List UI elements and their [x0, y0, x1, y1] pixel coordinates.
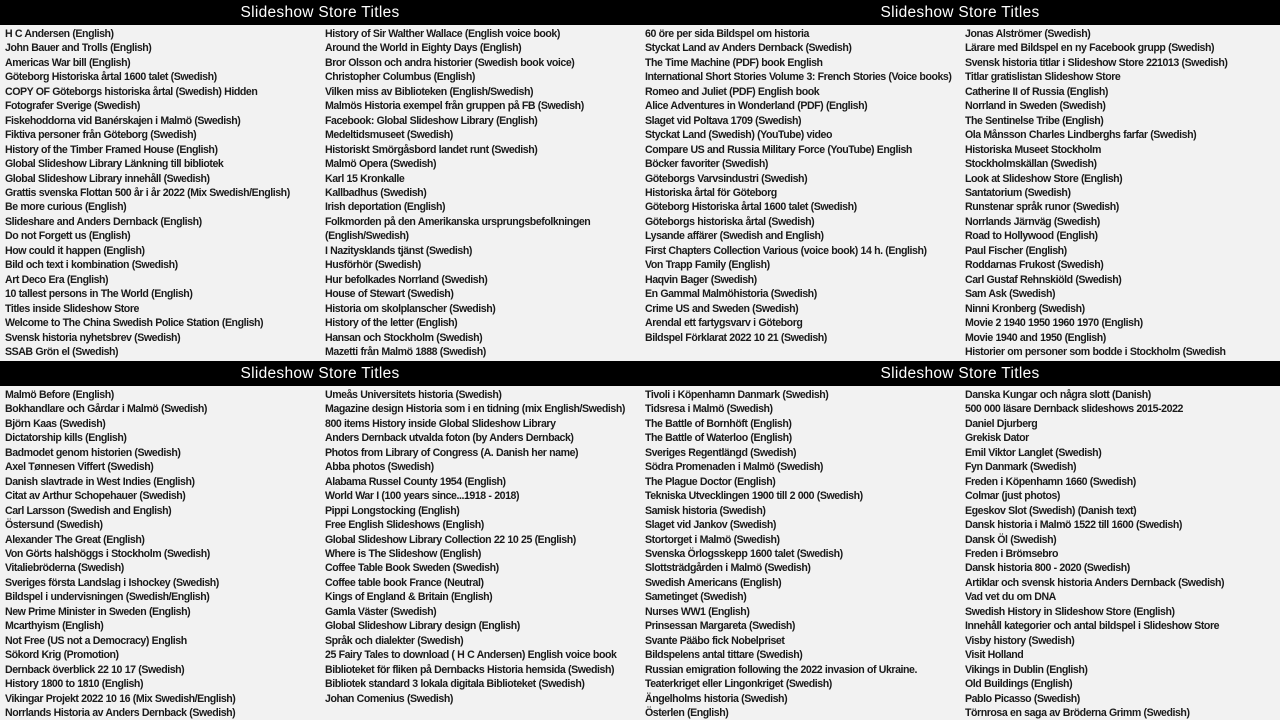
- title-item: Carl Larsson (Swedish and English): [5, 504, 172, 517]
- title-item: Where is The Slideshow (English): [325, 547, 481, 560]
- title-item: Södra Promenaden i Malmö (Swedish): [645, 461, 823, 474]
- title-item: Americas War bill (English): [5, 56, 131, 69]
- title-item: Karl 15 Kronkalle: [325, 172, 405, 185]
- title-item: Vitaliebröderna (Swedish): [5, 562, 124, 575]
- title-item: Göteborgs historiska årtal (Swedish): [645, 215, 815, 228]
- title-item: Fyn Danmark (Swedish): [965, 461, 1077, 474]
- title-item: The Time Machine (PDF) book English: [645, 56, 823, 69]
- title-item: En Gammal Malmöhistoria (Swedish): [645, 288, 817, 301]
- title-item: Magazine design Historia som i en tidning (mix English/Swedish): [325, 403, 625, 416]
- title-item: The Sentinelse Tribe (English): [965, 114, 1104, 127]
- title-item: Göteborg Historiska årtal 1600 talet (Swedish): [645, 201, 857, 214]
- title-item: Movie 2 1940 1950 1960 1970 (English): [965, 317, 1143, 330]
- title-item: Sam Ask (Swedish): [965, 288, 1056, 301]
- title-item: Von Görts halshöggs i Stockholm (Swedish): [5, 547, 210, 560]
- title-item: Global Slideshow Library innehåll (Swedish): [5, 172, 210, 185]
- title-item: Emil Viktor Langlet (Swedish): [965, 446, 1102, 459]
- header-bar-middle: [0, 361, 1280, 386]
- title-item: Dansk historia 800 - 2020 (Swedish): [965, 562, 1130, 575]
- title-item: Titlar gratislistan Slideshow Store: [965, 71, 1121, 84]
- title-item: John Bauer and Trolls (English): [5, 42, 152, 55]
- title-item: 500 000 läsare Dernback slideshows 2015-2022: [965, 403, 1183, 416]
- title-item: Göteborgs Varvsindustri (Swedish): [645, 172, 808, 185]
- title-item: 25 Fairy Tales to download ( H C Andersen) English voice book: [325, 649, 617, 662]
- title-item: Bildspelens antal tittare (Swedish): [645, 649, 803, 662]
- title-item: Swedish History in Slideshow Store (English): [965, 605, 1175, 618]
- title-item: Vilken miss av Biblioteken (English/Swedish): [325, 85, 534, 98]
- title-item: The Plague Doctor (English): [645, 475, 776, 488]
- title-item: Stortorget i Malmö (Swedish): [645, 533, 780, 546]
- title-item: Bildspel i undervisningen (Swedish/English): [5, 591, 210, 604]
- title-item: Slaget vid Poltava 1709 (Swedish): [645, 114, 802, 127]
- title-item: Dictatorship kills (English): [5, 432, 127, 445]
- title-item: Kings of England & Britain (English): [325, 591, 493, 604]
- title-item: Swedish Americans (English): [645, 576, 782, 589]
- title-item: Mcarthyism (English): [5, 620, 104, 633]
- title-item: Grekisk Dator: [965, 432, 1029, 445]
- title-item: Bildspel Förklarat 2022 10 21 (Swedish): [645, 331, 827, 344]
- title-item: Dansk historia i Malmö 1522 till 1600 (Swedish): [965, 519, 1182, 532]
- title-item: 10 tallest persons in The World (English): [5, 288, 193, 301]
- title-column-1: [0, 25, 320, 361]
- title-column-8: [960, 386, 1280, 720]
- title-item: Folkmorden på den Amerikanska ursprungsbefolkningen (English/Swedish): [325, 215, 591, 243]
- title-item: Fiskehoddorna vid Banérskajen i Malmö (Swedish): [5, 114, 241, 127]
- title-item: H C Andersen (English): [5, 28, 114, 40]
- title-item: Björn Kaas (Swedish): [5, 417, 106, 430]
- title-item: Umeås Universitets historia (Swedish): [325, 389, 502, 401]
- title-item: Vad vet du om DNA: [965, 591, 1056, 604]
- title-item: Around the World in Eighty Days (English): [325, 42, 522, 55]
- title-item: History of the Timber Framed House (English): [5, 143, 218, 156]
- title-item: Titles inside Slideshow Store: [5, 302, 139, 315]
- title-item: First Chapters Collection Various (voice book) 14 h. (English): [645, 244, 927, 257]
- title-item: Svante Pääbo fick Nobelpriset: [645, 634, 785, 647]
- title-item: Coffee table book France (Neutral): [325, 576, 484, 589]
- title-item: Dansk Öl (Swedish): [965, 533, 1057, 546]
- title-item: 60 öre per sida Bildspel om historia: [645, 28, 809, 40]
- title-item: Bror Olsson och andra historier (Swedish book voice): [325, 56, 575, 69]
- title-item: Tivoli i Köpenhamn Danmark (Swedish): [645, 389, 829, 401]
- title-item: Runstenar språk runor (Swedish): [965, 201, 1119, 214]
- title-item: World War I (100 years since...1918 - 2018): [325, 490, 520, 503]
- title-item: Abba photos (Swedish): [325, 461, 434, 474]
- title-item: Badmodet genom historien (Swedish): [5, 446, 181, 459]
- title-item: New Prime Minister in Sweden (English): [5, 605, 191, 618]
- title-item: Paul Fischer (English): [965, 244, 1067, 257]
- title-item: Russian emigration following the 2022 invasion of Ukraine.: [645, 663, 917, 676]
- section-title: Slideshow Store Titles: [240, 364, 400, 382]
- title-item: Catherine II of Russia (English): [965, 85, 1108, 98]
- title-item: Språk och dialekter (Swedish): [325, 634, 464, 647]
- title-item: How could it happen (English): [5, 244, 145, 257]
- title-item: Svenska Örlogsskepp 1600 talet (Swedish): [645, 547, 843, 560]
- title-item: Look at Slideshow Store (English): [965, 172, 1123, 185]
- title-item: Ola Månsson Charles Lindberghs farfar (Swedish): [965, 129, 1197, 142]
- title-item: Tidsresa i Malmö (Swedish): [645, 403, 773, 416]
- title-item: Global Slideshow Library Länkning till bibliotek: [5, 158, 224, 171]
- title-item: Danish slavtrade in West Indies (English): [5, 475, 195, 488]
- title-item: Kallbadhus (Swedish): [325, 186, 427, 199]
- title-item: Hansan och Stockholm (Swedish): [325, 331, 483, 344]
- title-item: Do not Forgett us (English): [5, 230, 131, 243]
- title-item: Sökord Krig (Promotion): [5, 649, 119, 662]
- title-item: Egeskov Slot (Swedish) (Danish text): [965, 504, 1137, 517]
- title-item: Samisk historia (Swedish): [645, 504, 766, 517]
- title-item: Photos from Library of Congress (A. Danish her name): [325, 446, 579, 459]
- section-title: Slideshow Store Titles: [240, 3, 400, 21]
- title-item: Art Deco Era (English): [5, 273, 109, 286]
- titles-section-bottom: [0, 386, 1280, 720]
- title-item: Vikingar Projekt 2022 10 16 (Mix Swedish/English): [5, 692, 236, 705]
- title-column-2: [320, 25, 640, 361]
- title-item: Bokhandlare och Gårdar i Malmö (Swedish): [5, 403, 207, 416]
- title-item: Slaget vid Jankov (Swedish): [645, 519, 776, 532]
- title-item: Visby history (Swedish): [965, 634, 1075, 647]
- title-item: Törnrosa en saga av Bröderna Grimm (Swedish): [965, 706, 1190, 719]
- title-item: Sametinget (Swedish): [645, 591, 747, 604]
- title-item: Norrlands Järnväg (Swedish): [965, 215, 1100, 228]
- title-item: Artiklar och svensk historia Anders Dernback (Swedish): [965, 576, 1225, 589]
- title-item: Global Slideshow Library Collection 22 10 25 (English): [325, 533, 576, 546]
- title-item: Östersund (Swedish): [5, 519, 103, 532]
- title-column-3: [640, 25, 960, 361]
- title-item: Not Free (US not a Democracy) English: [5, 634, 187, 647]
- title-item: Fiktiva personer från Göteborg (Swedish): [5, 129, 197, 142]
- titles-section-top: [0, 25, 1280, 361]
- title-item: Axel Tønnesen Viffert (Swedish): [5, 461, 154, 474]
- title-item: Hur befolkades Norrland (Swedish): [325, 273, 488, 286]
- title-item: Styckat Land av Anders Dernback (Swedish): [645, 42, 852, 55]
- title-item: Sveriges Regentlängd (Swedish): [645, 446, 797, 459]
- title-item: Styckat Land (Swedish) (YouTube) video: [645, 129, 832, 142]
- title-item: Alabama Russel County 1954 (English): [325, 475, 506, 488]
- title-item: Stockholmskällan (Swedish): [965, 158, 1097, 171]
- title-item: Lärare med Bildspel en ny Facebook grupp (Swedish): [965, 42, 1215, 55]
- title-item: Road to Hollywood (English): [965, 230, 1098, 243]
- title-item: Gamla Väster (Swedish): [325, 605, 437, 618]
- title-item: Carl Gustaf Rehnskiöld (Swedish): [965, 273, 1122, 286]
- title-item: Medeltidsmuseet (Swedish): [325, 129, 453, 142]
- title-item: House of Stewart (Swedish): [325, 288, 454, 301]
- title-item: Husförhör (Swedish): [325, 259, 421, 272]
- title-item: Biblioteket för fliken på Dernbacks Historia hemsida (Swedish): [325, 663, 615, 676]
- title-item: Pablo Picasso (Swedish): [965, 692, 1080, 705]
- title-item: Historiska Museet Stockholm: [965, 143, 1102, 156]
- title-item: Malmö Before (English): [5, 389, 114, 401]
- title-item: Bibliotek standard 3 lokala digitala Biblioteket (Swedish): [325, 678, 585, 691]
- title-item: Historia om skolplanscher (Swedish): [325, 302, 496, 315]
- header-bar-top: [0, 0, 1280, 25]
- title-item: Göteborg Historiska årtal 1600 talet (Swedish): [5, 71, 217, 84]
- title-item: Pippi Longstocking (English): [325, 504, 460, 517]
- title-item: Historiskt Smörgåsbord landet runt (Swedish): [325, 143, 538, 156]
- title-item: Lysande affärer (Swedish and English): [645, 230, 824, 243]
- title-item: Citat av Arthur Schopehauer (Swedish): [5, 490, 186, 503]
- title-item: Johan Comenius (Swedish): [325, 692, 453, 705]
- title-item: Freden i Köpenhamn 1660 (Swedish): [965, 475, 1136, 488]
- title-column-5: [0, 386, 320, 720]
- title-item: Norrland in Sweden (Swedish): [965, 100, 1106, 113]
- title-item: Romeo and Juliet (PDF) English book: [645, 85, 820, 98]
- title-item: COPY OF Göteborgs historiska årtal (Swedish) Hidden: [5, 85, 258, 98]
- title-item: Danska Kungar och några slott (Danish): [965, 389, 1151, 401]
- title-item: Alexander The Great (English): [5, 533, 145, 546]
- title-item: Mazetti från Malmö 1888 (Swedish): [325, 345, 486, 358]
- title-item: Malmö Opera (Swedish): [325, 158, 437, 171]
- title-item: SSAB Grön el (Swedish): [5, 345, 119, 358]
- title-column-4: [960, 25, 1280, 361]
- title-item: Malmös Historia exempel från gruppen på FB (Swedish): [325, 100, 584, 113]
- title-item: Norrlands Historia av Anders Dernback (Swedish): [5, 706, 236, 719]
- title-item: History 1800 to 1810 (English): [5, 678, 144, 691]
- title-item: The Battle of Waterloo (English): [645, 432, 792, 445]
- title-item: Welcome to The China Swedish Police Station (English): [5, 317, 264, 330]
- title-item: Christopher Columbus (English): [325, 71, 475, 84]
- title-item: Be more curious (English): [5, 201, 127, 214]
- title-item: Sveriges första Landslag i Ishockey (Swedish): [5, 576, 219, 589]
- title-column-6: [320, 386, 640, 720]
- title-item: Free English Slideshows (English): [325, 519, 484, 532]
- title-item: Crime US and Sweden (Swedish): [645, 302, 799, 315]
- title-item: Svensk historia titlar i Slideshow Store 221013 (Swedish): [965, 56, 1228, 69]
- title-item: Compare US and Russia Military Force (YouTube) English: [645, 143, 912, 156]
- title-item: Dernback överblick 22 10 17 (Swedish): [5, 663, 185, 676]
- title-item: Von Trapp Family (English): [645, 259, 770, 272]
- title-item: Böcker favoriter (Swedish): [645, 158, 768, 171]
- title-item: Roddarnas Frukost (Swedish): [965, 259, 1104, 272]
- title-item: Slottsträdgården i Malmö (Swedish): [645, 562, 811, 575]
- title-item: Nurses WW1 (English): [645, 605, 750, 618]
- title-item: Facebook: Global Slideshow Library (English): [325, 114, 538, 127]
- title-item: Innehåll kategorier och antal bildspel i Slideshow Store: [965, 620, 1220, 633]
- title-item: Slideshare and Anders Dernback (English): [5, 215, 202, 228]
- title-item: Grattis svenska Flottan 500 år i år 2022 (Mix Swedish/English): [5, 186, 290, 199]
- title-item: Jonas Alströmer (Swedish): [965, 28, 1091, 40]
- title-item: Ängelholms historia (Swedish): [645, 692, 788, 705]
- title-item: Global Slideshow Library design (English): [325, 620, 520, 633]
- section-title: Slideshow Store Titles: [880, 364, 1040, 382]
- title-item: Tekniska Utvecklingen 1900 till 2 000 (Swedish): [645, 490, 863, 503]
- title-item: Daniel Djurberg: [965, 417, 1038, 430]
- title-item: Haqvin Bager (Swedish): [645, 273, 757, 286]
- title-item: Prinsessan Margareta (Swedish): [645, 620, 795, 633]
- title-item: Historiska årtal för Göteborg: [645, 186, 777, 199]
- title-item: Irish deportation (English): [325, 201, 446, 214]
- title-item: 800 items History inside Global Slideshow Library: [325, 417, 556, 430]
- title-item: International Short Stories Volume 3: French Stories (Voice books): [645, 71, 952, 84]
- title-item: Svensk historia nyhetsbrev (Swedish): [5, 331, 181, 344]
- title-item: Ninni Kronberg (Swedish): [965, 302, 1085, 315]
- title-item: Vikings in Dublin (English): [965, 663, 1088, 676]
- title-item: Historier om personer som bodde i Stockholm (Swedish: [965, 345, 1226, 358]
- title-item: Arendal ett fartygsvarv i Göteborg: [645, 317, 803, 330]
- title-item: Visit Holland: [965, 649, 1024, 662]
- title-item: Österlen (English): [645, 706, 729, 719]
- section-title: Slideshow Store Titles: [880, 3, 1040, 21]
- title-column-7: [640, 386, 960, 720]
- title-item: Freden i Brömsebro: [965, 547, 1058, 560]
- title-item: Colmar (just photos): [965, 490, 1060, 503]
- title-item: Old Buildings (English): [965, 678, 1073, 691]
- title-item: Coffee Table Book Sweden (Swedish): [325, 562, 499, 575]
- title-item: The Battle of Bornhöft (English): [645, 417, 792, 430]
- title-item: I Nazitysklands tjänst (Swedish): [325, 244, 472, 257]
- title-item: Bild och text i kombination (Swedish): [5, 259, 178, 272]
- title-item: History of the letter (English): [325, 317, 458, 330]
- title-item: History of Sir Walther Wallace (English voice book): [325, 28, 560, 40]
- title-item: Movie 1940 and 1950 (English): [965, 331, 1106, 344]
- title-item: Santatorium (Swedish): [965, 186, 1071, 199]
- title-item: Alice Adventures in Wonderland (PDF) (English): [645, 100, 868, 113]
- title-item: Teaterkriget eller Lingonkriget (Swedish): [645, 678, 832, 691]
- title-item: Fotografer Sverige (Swedish): [5, 100, 140, 113]
- title-item: Anders Dernback utvalda foton (by Anders Dernback): [325, 432, 574, 445]
